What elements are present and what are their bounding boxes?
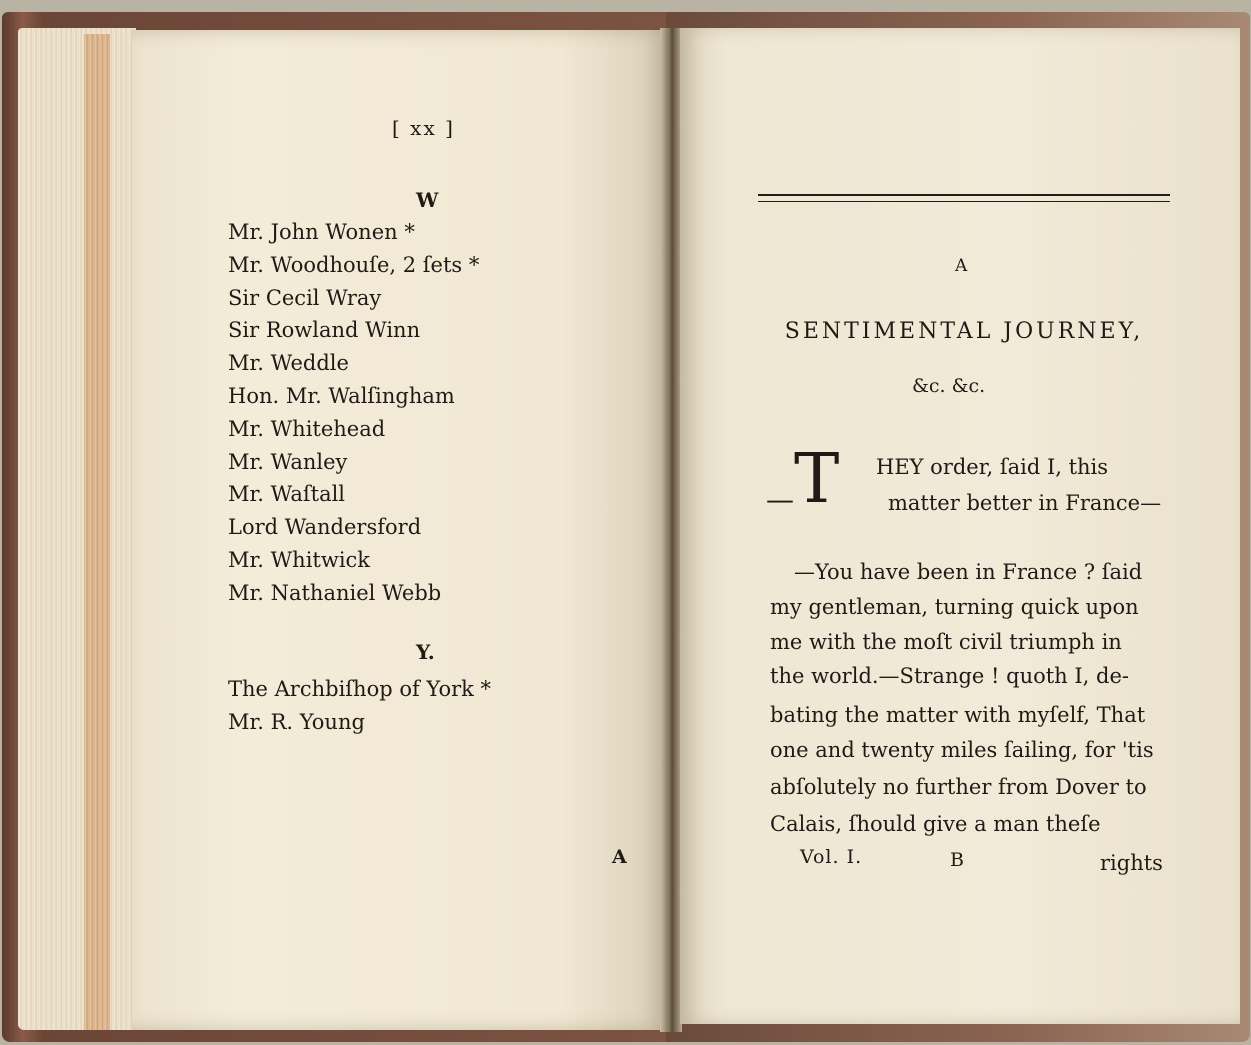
section-letter-y: Y. bbox=[416, 640, 435, 664]
title-rule-bottom bbox=[758, 201, 1170, 202]
subscriber-entry: Mr. Whitehead bbox=[228, 416, 386, 441]
text-line: bating the matter with myſelf, That bbox=[770, 703, 1146, 727]
subscriber-entry: Mr. Weddle bbox=[228, 351, 349, 376]
subscriber-list-w bbox=[228, 216, 479, 610]
drop-cap: —T bbox=[766, 440, 840, 519]
title-etc: &c. &c. bbox=[912, 375, 986, 397]
text-line: one and twenty miles ſailing, for 'tis bbox=[770, 738, 1154, 762]
subscriber-entry: Sir Cecil Wray bbox=[228, 285, 382, 310]
text-line: the world.—Strange ! quoth I, de- bbox=[770, 664, 1129, 688]
subscriber-entry: Mr. R. Young bbox=[228, 709, 365, 734]
subscriber-entry: Sir Rowland Winn bbox=[228, 318, 421, 343]
signature-mark: B bbox=[950, 849, 964, 871]
text-line: —You have been in France ? ſaid bbox=[794, 560, 1143, 584]
subscriber-entry: Hon. Mr. Walſingham bbox=[228, 383, 455, 408]
text-line: abſolutely no further from Dover to bbox=[770, 775, 1147, 799]
subscriber-entry: Mr. Wanley bbox=[228, 449, 348, 474]
page-edges bbox=[18, 28, 136, 1030]
title-rule-top bbox=[758, 194, 1170, 196]
text-line: HEY order, ſaid I, this bbox=[876, 455, 1109, 479]
subscriber-entry: Mr. Whitwick bbox=[228, 547, 371, 572]
title-article: A bbox=[955, 256, 968, 276]
subscriber-list-y bbox=[228, 673, 491, 739]
chapter-title: SENTIMENTAL JOURNEY, bbox=[784, 319, 1144, 344]
volume-footer: Vol. I. bbox=[800, 846, 863, 868]
text-line: Calais, ſhould give a man theſe bbox=[770, 812, 1101, 836]
subscriber-entry: The Archbiſhop of York * bbox=[228, 677, 492, 701]
red-page-edges bbox=[84, 34, 110, 1030]
page-number-header: [ xx ] bbox=[392, 116, 455, 140]
subscriber-entry: Lord Wandersford bbox=[228, 515, 422, 540]
catchword: rights bbox=[1100, 851, 1163, 875]
signature-mark: A bbox=[612, 846, 627, 868]
subscriber-entry: Mr. Nathaniel Webb bbox=[228, 580, 442, 605]
text-line: my gentleman, turning quick upon bbox=[770, 595, 1139, 619]
text-line: matter better in France— bbox=[888, 491, 1162, 515]
subscriber-entry: Mr. John Wonen * bbox=[228, 220, 415, 244]
section-letter-w: W bbox=[416, 188, 439, 212]
subscriber-entry: Mr. Waſtall bbox=[228, 482, 346, 507]
book-gutter bbox=[660, 28, 682, 1032]
subscriber-entry: Mr. Woodhouſe, 2 ſets * bbox=[228, 252, 480, 277]
text-line: me with the moſt civil triumph in bbox=[770, 630, 1122, 654]
